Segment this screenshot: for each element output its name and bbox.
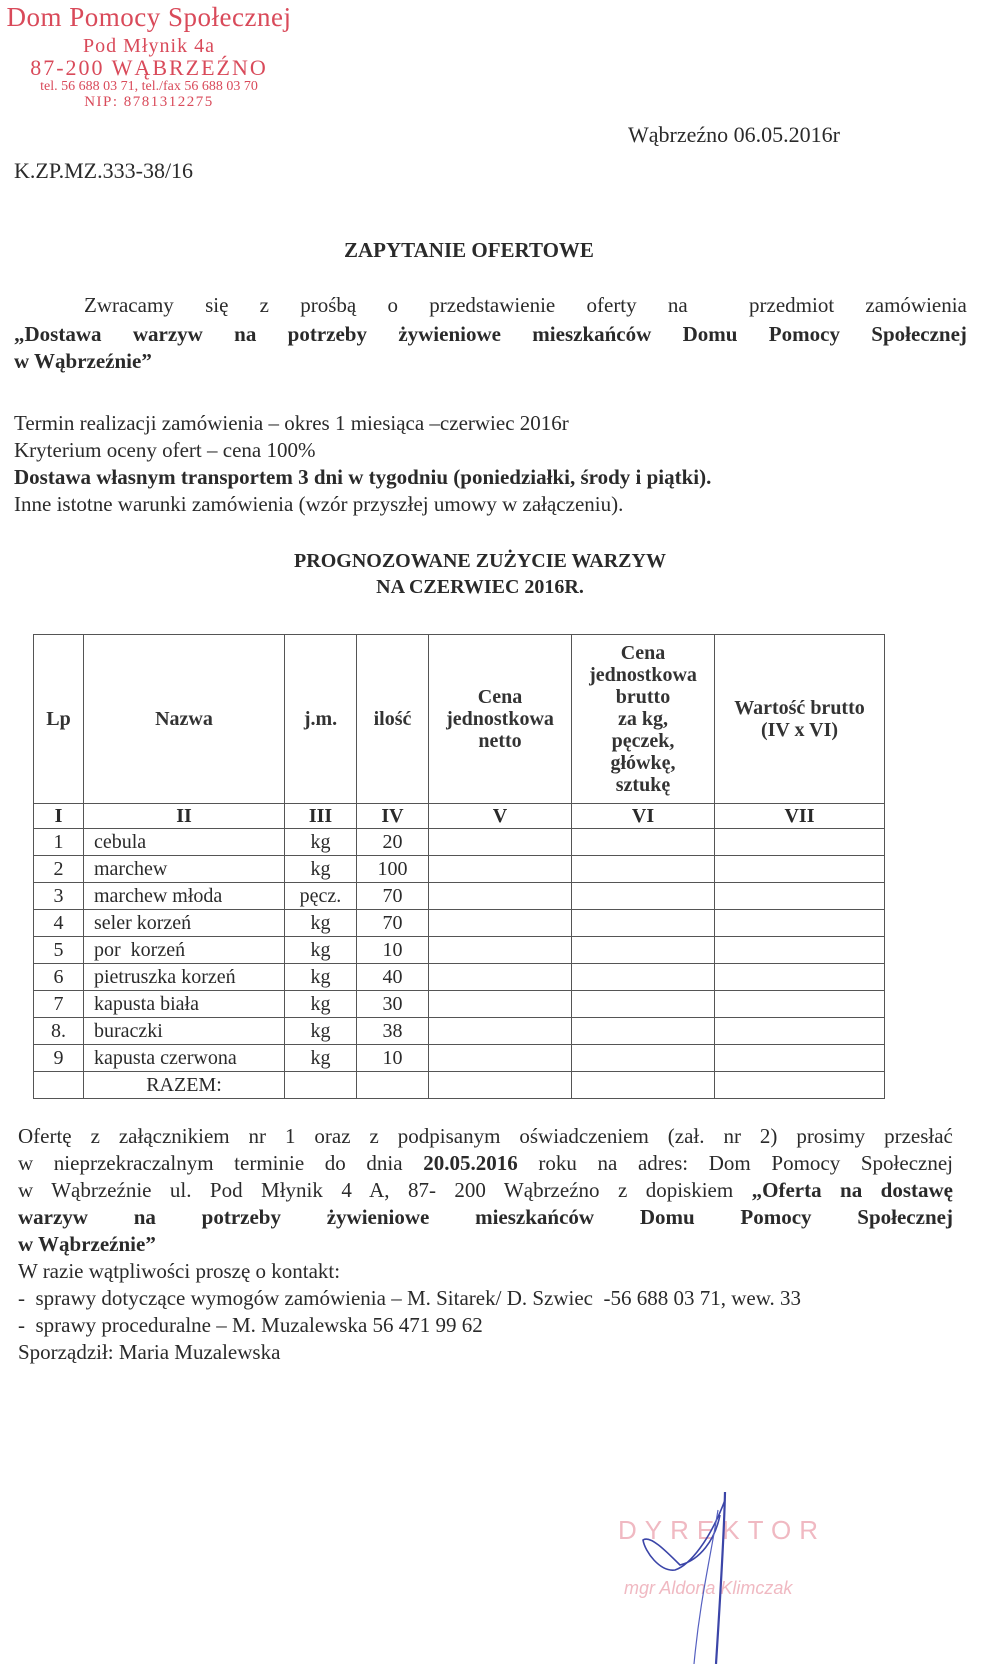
table-row: 7 kapusta biała kg 30 — [34, 991, 885, 1018]
table-roman-numerals-row: I II III IV V VI VII — [34, 804, 885, 829]
intro-line-3: w Wąbrzeźnie” — [14, 349, 152, 373]
gross-price-cell[interactable] — [572, 991, 715, 1018]
gross-value-cell[interactable] — [715, 1018, 885, 1045]
director-name-stamp: mgr Aldona Klimczak — [624, 1578, 793, 1598]
document-title: ZAPYTANIE OFERTOWE — [344, 238, 594, 262]
director-stamp-title: DYREKTOR — [618, 1515, 826, 1545]
net-price-cell[interactable] — [429, 883, 572, 910]
stamp-org-name: Dom Pomocy Społecznej — [6, 2, 292, 32]
total-gross-cell[interactable] — [572, 1072, 715, 1099]
header-qty: ilość — [357, 635, 429, 804]
table-row: 6 pietruszka korzeń kg 40 — [34, 964, 885, 991]
forecast-heading — [200, 548, 760, 600]
vegetable-forecast-table — [33, 634, 885, 1099]
header-gross-value: Wartość brutto (IV x VI) — [715, 635, 885, 804]
header-net-price: Cena jednostkowa netto — [429, 635, 572, 804]
gross-value-cell[interactable] — [715, 829, 885, 856]
stamp-city: 87-200 WĄBRZEŹNO — [30, 55, 268, 80]
contact-requirements: - sprawy dotyczące wymogów zamówienia – M. Sitarek/ D. Szwiec -56 688 03 71, wew. 33 — [18, 1286, 802, 1310]
forecast-title-line-1: PROGNOZOWANE ZUŻYCIE WARZYW — [294, 550, 666, 572]
closing-line-3: w Wąbrzeźnie ul. Pod Młynik 4 A, 87- 200 Wąbrzeźno z dopiskiem „Oferta na dostawę — [18, 1178, 953, 1202]
intro-line-1: Zwracamy się z prośbą o przedstawienie oferty na przedmiot zamówienia — [84, 293, 967, 317]
deadline-date: 20.05.2016 — [423, 1151, 518, 1175]
table-row: 2 marchew kg 100 — [34, 856, 885, 883]
contact-intro: W razie wątpliwości proszę o kontakt: — [18, 1259, 341, 1283]
gross-value-cell[interactable] — [715, 937, 885, 964]
net-price-cell[interactable] — [429, 910, 572, 937]
table-row: 8. buraczki kg 38 — [34, 1018, 885, 1045]
forecast-title-line-2: NA CZERWIEC 2016R. — [376, 576, 584, 598]
net-price-cell[interactable] — [429, 1045, 572, 1072]
stamp-street: Pod Młynik 4a — [83, 35, 215, 57]
gross-value-cell[interactable] — [715, 910, 885, 937]
gross-value-cell[interactable] — [715, 991, 885, 1018]
header-gross-price: Cena jednostkowa brutto za kg, pęczek, główkę, sztukę — [572, 635, 715, 804]
term-realization: Termin realizacji zamówienia – okres 1 miesiąca –czerwiec 2016r — [14, 411, 569, 435]
closing-line-5: w Wąbrzeźnie” — [18, 1232, 156, 1256]
gross-price-cell[interactable] — [572, 910, 715, 937]
table-total-row — [34, 1072, 885, 1099]
place-date: Wąbrzeźno 06.05.2016r — [628, 122, 840, 147]
table-header-row — [34, 635, 885, 804]
total-net-cell[interactable] — [429, 1072, 572, 1099]
intro-line-2: „Dostawa warzyw na potrzeby żywieniowe mieszkańców Domu Pomocy Społecznej — [14, 322, 967, 346]
terms-block — [14, 410, 711, 518]
header-name: Nazwa — [84, 635, 285, 804]
table-row: 9 kapusta czerwona kg 10 — [34, 1045, 885, 1072]
net-price-cell[interactable] — [429, 829, 572, 856]
header-lp: Lp — [34, 635, 84, 804]
net-price-cell[interactable] — [429, 1018, 572, 1045]
gross-price-cell[interactable] — [572, 937, 715, 964]
gross-value-cell[interactable] — [715, 964, 885, 991]
gross-price-cell[interactable] — [572, 1018, 715, 1045]
gross-value-cell[interactable] — [715, 883, 885, 910]
contact-procedural: - sprawy proceduralne – M. Muzalewska 56 471 99 62 — [18, 1313, 483, 1337]
stamp-nip: NIP: 8781312275 — [84, 94, 214, 110]
gross-price-cell[interactable] — [572, 856, 715, 883]
net-price-cell[interactable] — [429, 856, 572, 883]
intro-paragraph — [14, 292, 967, 375]
gross-price-cell[interactable] — [572, 829, 715, 856]
term-delivery: Dostawa własnym transportem 3 dni w tygodniu (poniedziałki, środy i piątki). — [14, 465, 712, 489]
gross-price-cell[interactable] — [572, 964, 715, 991]
stamp-phones: tel. 56 688 03 71, tel./fax 56 688 03 70 — [40, 79, 258, 94]
handwritten-signature-icon — [640, 1480, 760, 1664]
closing-line-1: Ofertę z załącznikiem nr 1 oraz z podpisanym oświadczeniem (zał. nr 2) prosimy przesłać — [18, 1124, 953, 1148]
reference-number: K.ZP.MZ.333-38/16 — [14, 158, 194, 183]
gross-value-cell[interactable] — [715, 1045, 885, 1072]
net-price-cell[interactable] — [429, 937, 572, 964]
table-row: 1 cebula kg 20 — [34, 829, 885, 856]
net-price-cell[interactable] — [429, 964, 572, 991]
gross-price-cell[interactable] — [572, 883, 715, 910]
table-row: 5 por korzeń kg 10 — [34, 937, 885, 964]
total-value-cell[interactable] — [715, 1072, 885, 1099]
table-row: 3 marchew młoda pęcz. 70 — [34, 883, 885, 910]
net-price-cell[interactable] — [429, 991, 572, 1018]
table-row: 4 seler korzeń kg 70 — [34, 910, 885, 937]
institution-stamp — [0, 2, 304, 111]
closing-line-4: warzyw na potrzeby żywieniowe mieszkańców Domu Pomocy Społecznej — [18, 1205, 953, 1229]
gross-price-cell[interactable] — [572, 1045, 715, 1072]
closing-line-2: w nieprzekraczalnym terminie do dnia 20.05.2016 roku na adres: Dom Pomocy Społecznej — [18, 1151, 953, 1175]
gross-value-cell[interactable] — [715, 856, 885, 883]
term-other: Inne istotne warunki zamówienia (wzór przyszłej umowy w załączeniu). — [14, 492, 624, 516]
header-unit: j.m. — [285, 635, 357, 804]
total-label: RAZEM: — [84, 1072, 285, 1099]
term-criterion: Kryterium oceny ofert – cena 100% — [14, 438, 316, 462]
prepared-by: Sporządził: Maria Muzalewska — [18, 1340, 281, 1364]
closing-paragraph — [18, 1123, 971, 1366]
